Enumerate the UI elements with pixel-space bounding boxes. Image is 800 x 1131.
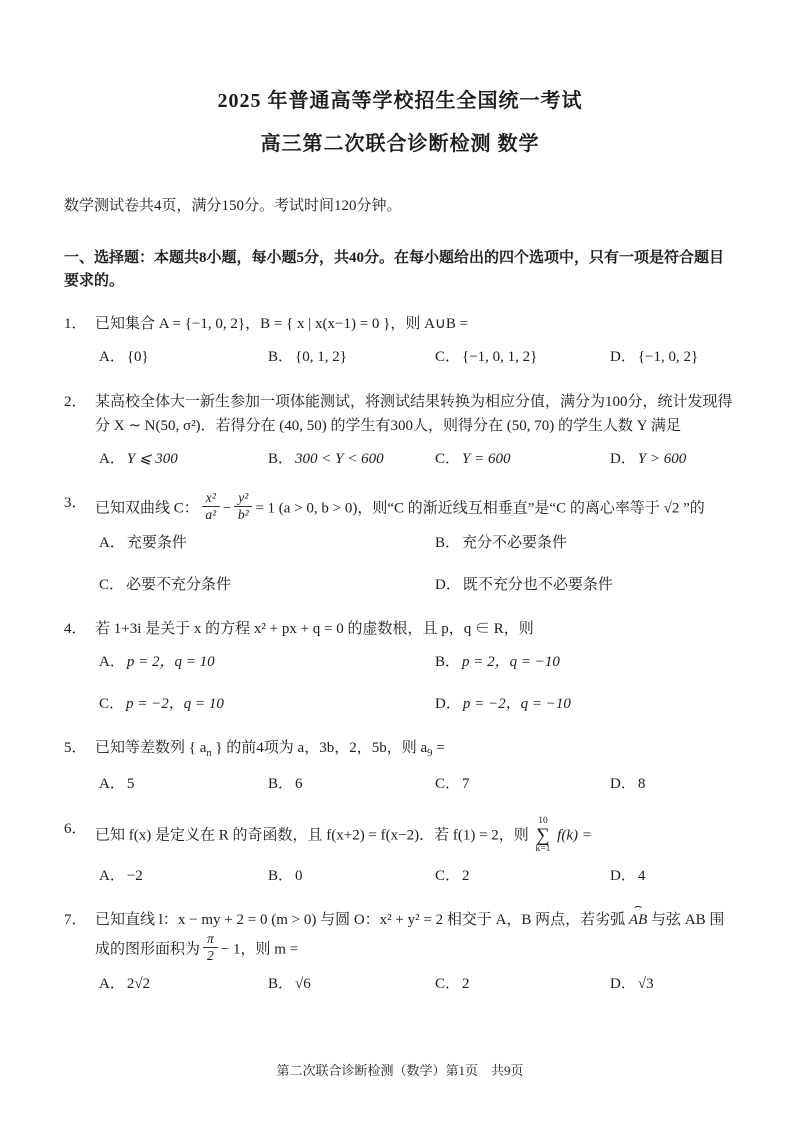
question-5-stem: [95, 736, 736, 763]
option-text: 必要不充分条件: [126, 576, 232, 593]
question-6: [64, 817, 736, 887]
question-2-options: [64, 450, 736, 470]
question-5-option-c: [435, 775, 610, 795]
question-7-option-b: [268, 975, 435, 995]
option-label: D．: [610, 349, 636, 365]
question-3-option-d: [435, 576, 736, 596]
question-3-stem-line: [64, 491, 736, 522]
stem-text: =: [432, 740, 445, 757]
option-text: 5: [126, 776, 135, 793]
option-text: 0: [295, 867, 303, 884]
question-6-option-c: [435, 867, 610, 887]
question-4-options: [64, 653, 736, 714]
option-text: 4: [637, 867, 646, 884]
question-1: [64, 312, 736, 368]
question-4-option-a: [99, 653, 435, 673]
option-label: A．: [99, 450, 125, 467]
question-6-number: 6．: [64, 820, 87, 837]
question-2-stem-line: [64, 390, 736, 438]
summation-lower-limit: k=1: [535, 844, 551, 855]
question-1-option-a: [99, 348, 268, 368]
question-6-option-d: [610, 867, 736, 887]
question-1-option-b: [268, 348, 435, 368]
fraction-denominator: a²: [205, 507, 217, 523]
stem-text: − 1，则 m =: [220, 941, 299, 958]
question-2-number: 2．: [64, 393, 87, 410]
summation-symbol: [536, 817, 551, 855]
question-4-option-b: [435, 653, 736, 673]
option-text: Y ⩽ 300: [126, 450, 178, 467]
fraction-pi-2: [203, 932, 218, 963]
stem-text: 与弦 AB 围成的图形面积为: [95, 912, 725, 958]
question-7-option-d: [610, 975, 736, 995]
option-text: 6: [295, 776, 303, 793]
stem-text: 已知双曲线 C：: [95, 500, 199, 517]
exam-intro-note: 数学测试卷共4页，满分150分。考试时间120分钟。: [64, 198, 402, 214]
option-label: A．: [99, 349, 125, 365]
question-5-options: [64, 775, 736, 795]
subscript-9: 9: [427, 748, 433, 760]
option-label: A．: [99, 976, 125, 993]
question-1-options: [64, 348, 736, 368]
minus-operator: −: [222, 500, 232, 517]
option-text: −2: [126, 867, 143, 884]
question-2-stem: 某高校全体大一新生参加一项体能测试，将测试结果转换为相应分值，满分为100分，统计发现得分 X ∼ N(50, σ²)．若得分在 (40, 50) 的学生有300人，则得分在 (50, 70) 的学生人数 Y 满足: [95, 393, 733, 434]
question-5: [64, 736, 736, 794]
option-label: D．: [610, 976, 636, 993]
arc-text: AB: [628, 912, 648, 929]
question-1-stem-line: [64, 312, 736, 336]
option-label: A．: [99, 776, 125, 793]
option-text: p = −2，q = 10: [126, 695, 224, 712]
question-6-option-b: [268, 867, 435, 887]
option-label: B．: [268, 776, 294, 793]
question-1-option-d: [610, 348, 736, 368]
question-2: [64, 390, 736, 470]
question-6-option-a: [99, 867, 268, 887]
question-4-stem: 若 1+3i 是关于 x 的方程 x² + px + q = 0 的虚数根，且 p，q ∈ R，则: [95, 621, 534, 638]
option-label: D．: [435, 695, 461, 712]
question-5-option-b: [268, 775, 435, 795]
arc-icon: ⌢: [633, 899, 643, 914]
question-5-number: 5．: [64, 740, 87, 757]
sigma-icon: ∑: [536, 825, 550, 847]
option-text: 2: [462, 867, 470, 884]
question-4-number: 4．: [64, 621, 87, 638]
fraction-numerator: x²: [202, 491, 220, 507]
exam-title-line2: 高三第二次联合诊断检测 数学: [260, 133, 540, 155]
option-label: D．: [435, 576, 461, 593]
option-label: A．: [99, 867, 125, 884]
option-label: C．: [435, 450, 461, 467]
option-label: C．: [435, 349, 461, 365]
option-label: C．: [435, 867, 461, 884]
question-5-stem-line: [64, 736, 736, 763]
page-footer: 第二次联合诊断检测（数学）第1页 共9页: [276, 1063, 524, 1078]
stem-text: } 的前4项为 a，3b，2，5b，则 a: [211, 740, 428, 757]
question-1-stem: 已知集合 A = {−1, 0, 2}，B = { x | x(x−1) = 0 }，则 A∪B =: [95, 316, 469, 332]
exam-title-line1: 2025 年普通高等学校招生全国统一考试: [217, 90, 583, 112]
summation-upper-limit: 10: [538, 815, 548, 826]
question-4: [64, 617, 736, 714]
option-text: 既不充分也不必要条件: [462, 576, 613, 593]
question-7-stem-line: [64, 899, 736, 964]
fraction-denominator: 2: [207, 948, 214, 964]
option-text: p = −2，q = −10: [462, 695, 571, 712]
question-3-options: [64, 534, 736, 595]
option-text: {0, 1, 2}: [295, 349, 347, 365]
option-text: √6: [295, 976, 311, 993]
option-text: 2: [462, 976, 470, 993]
option-label: A．: [99, 654, 125, 671]
stem-text: 已知 f(x) 是定义在 R 的奇函数，且 f(x+2) = f(x−2)．若 f(1) = 2，则: [95, 827, 529, 844]
stem-text: f(k) =: [557, 827, 592, 844]
question-7-option-c: [435, 975, 610, 995]
option-label: B．: [268, 867, 294, 884]
option-text: √3: [637, 976, 654, 993]
option-label: A．: [99, 535, 125, 552]
question-7-option-a: [99, 975, 268, 995]
option-text: 充要条件: [126, 535, 187, 552]
option-label: C．: [99, 576, 125, 593]
question-3-number: 3．: [64, 495, 87, 511]
option-label: B．: [268, 976, 294, 993]
option-label: C．: [435, 976, 461, 993]
option-text: 充分不必要条件: [462, 535, 568, 552]
option-label: D．: [610, 776, 636, 793]
question-7-stem: [95, 899, 736, 964]
question-7-number: 7．: [64, 912, 87, 929]
question-2-option-a: [99, 450, 268, 470]
option-label: D．: [610, 867, 636, 884]
question-2-option-d: [610, 450, 736, 470]
option-text: {−1, 0, 2}: [637, 349, 699, 365]
option-label: C．: [435, 776, 461, 793]
question-3: [64, 491, 736, 595]
question-6-stem: [95, 817, 736, 855]
option-label: D．: [610, 450, 636, 467]
option-text: Y = 600: [462, 450, 511, 467]
option-label: B．: [435, 654, 461, 671]
option-text: p = 2，q = 10: [126, 654, 215, 671]
option-text: 8: [637, 776, 646, 793]
option-text: 7: [462, 776, 470, 793]
fraction-y2-b2: [234, 491, 252, 522]
option-label: B．: [268, 349, 294, 365]
option-label: B．: [268, 450, 294, 467]
stem-text: 已知等差数列 { a: [95, 740, 207, 757]
option-text: 2√2: [126, 976, 151, 993]
question-4-option-d: [435, 695, 736, 715]
option-text: Y > 600: [637, 450, 687, 467]
stem-text: 已知直线 l：x − my + 2 = 0 (m > 0) 与圆 O：x² + y² = 2 相交于 A，B 两点，若劣弧: [95, 912, 626, 929]
question-4-option-c: [99, 695, 435, 715]
option-text: p = 2，q = −10: [462, 654, 560, 671]
question-1-number: 1．: [64, 316, 87, 332]
question-4-stem-line: [64, 617, 736, 641]
question-2-option-b: [268, 450, 435, 470]
option-text: {−1, 0, 1, 2}: [462, 349, 538, 365]
fraction-x2-a2: [202, 491, 220, 522]
question-2-option-c: [435, 450, 610, 470]
fraction-numerator: π: [203, 932, 218, 948]
stem-text: = 1 (a > 0, b > 0)，则“C 的渐近线互相垂直”是“C 的离心率等于 √2 ”的: [255, 500, 705, 517]
option-text: 300 < Y < 600: [295, 450, 384, 467]
question-1-option-c: [435, 348, 610, 368]
question-3-option-b: [435, 534, 736, 554]
question-7: [64, 899, 736, 995]
question-3-stem: [95, 491, 736, 522]
question-5-option-d: [610, 775, 736, 795]
arc-over-AB: [628, 899, 648, 932]
question-7-options: [64, 975, 736, 995]
question-6-options: [64, 867, 736, 887]
question-6-stem-line: [64, 817, 736, 855]
question-5-option-a: [99, 775, 268, 795]
subscript-n: n: [206, 748, 212, 760]
option-label: C．: [99, 695, 125, 712]
option-label: B．: [435, 535, 461, 552]
section-1-header: 一、选择题：本题共8小题，每小题5分，共40分。在每小题给出的四个选项中，只有一项是符合题目要求的。: [64, 250, 725, 289]
fraction-numerator: y²: [234, 491, 252, 507]
fraction-denominator: b²: [237, 507, 249, 523]
option-text: {0}: [126, 349, 149, 365]
question-3-option-c: [99, 576, 435, 596]
question-3-option-a: [99, 534, 435, 554]
